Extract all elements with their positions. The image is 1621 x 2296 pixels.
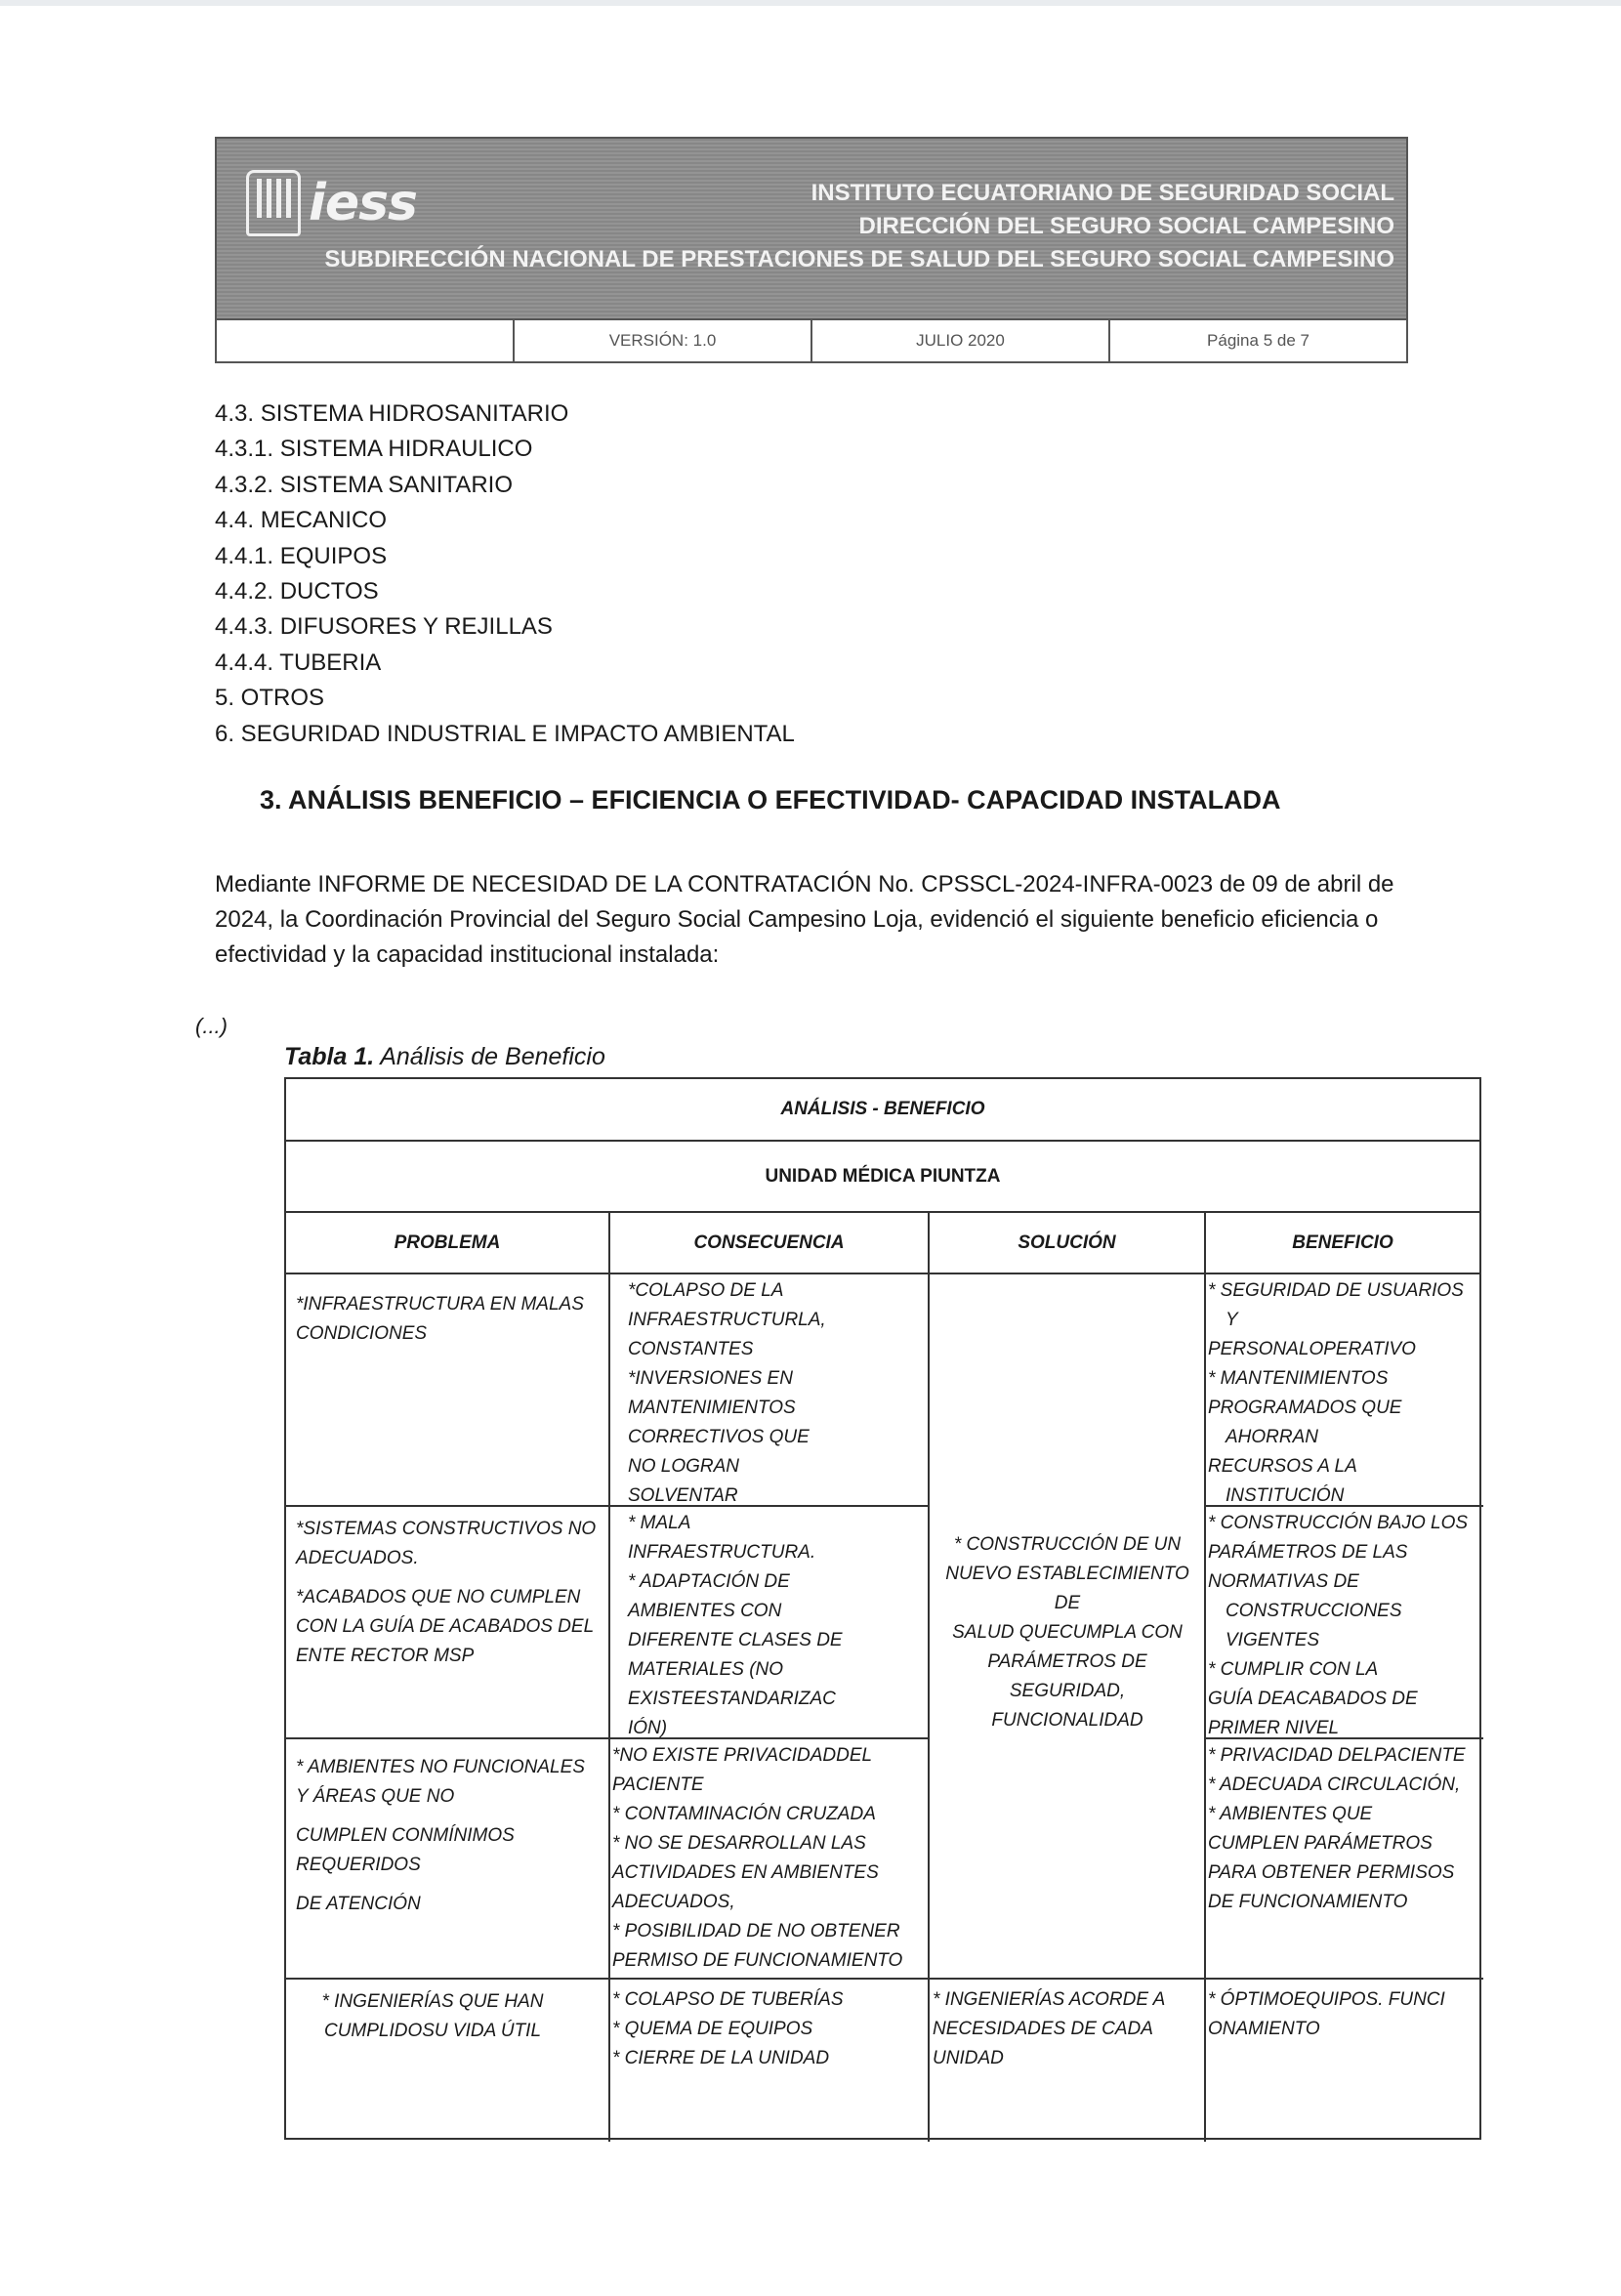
section-heading: 3. ANÁLISIS BENEFICIO – EFICIENCIA O EFECTIVIDAD- CAPACIDAD INSTALADA — [260, 785, 1281, 814]
cell-line: DIFERENTE CLASES DE — [628, 1630, 843, 1650]
outline-item: 4.4. MECANICO — [215, 507, 388, 534]
cell-line: * COLAPSO DE TUBERÍAS — [612, 1989, 844, 2010]
cell-line: *INVERSIONES EN — [628, 1368, 793, 1389]
cell-line: Y — [1226, 1310, 1238, 1330]
header-solucion: SOLUCIÓN — [930, 1213, 1206, 1273]
solucion-cell-2 — [933, 1985, 1202, 2073]
header-subdirection: SUBDIRECCIÓN NACIONAL DE PRESTACIONES DE SALUD DEL SEGURO SOCIAL CAMPESINO — [324, 246, 1394, 272]
cell-line: * AMBIENTES QUE — [1208, 1804, 1373, 1824]
caption-text: Análisis de Beneficio — [374, 1043, 605, 1070]
problema-cell-4 — [286, 1987, 579, 2046]
col-divider — [1204, 1274, 1206, 2142]
cell-line: REQUERIDOS — [296, 1855, 421, 1875]
header-consecuencia: CONSECUENCIA — [610, 1213, 930, 1273]
document-header — [215, 137, 1408, 363]
cell-line: NECESIDADES DE CADA — [933, 2019, 1153, 2039]
cell-line: INFRAESTRUCTURA. — [628, 1542, 816, 1563]
cell-line: CUMPLEN PARÁMETROS — [1208, 1833, 1433, 1854]
outline-item: 4.3. SISTEMA HIDROSANITARIO — [215, 400, 569, 427]
cell-line: * CUMPLIR CON LA — [1208, 1659, 1379, 1680]
cell-line: PARA OBTENER PERMISOS — [1208, 1862, 1455, 1883]
cell-line: PERMISO DE FUNCIONAMIENTO — [612, 1950, 903, 1971]
cell-line: * POSIBILIDAD DE NO OBTENER — [612, 1921, 900, 1941]
cell-line: * SEGURIDAD DE USUARIOS — [1208, 1280, 1464, 1301]
cell-line: * MALA — [628, 1513, 691, 1533]
outline-item: 6. SEGURIDAD INDUSTRIAL E IMPACTO AMBIENTAL — [215, 720, 795, 747]
iess-emblem-icon — [246, 170, 301, 236]
cell-line: ACTIVIDADES EN AMBIENTES — [612, 1862, 879, 1883]
cell-line: CUMPLEN CONMÍNIMOS — [296, 1825, 515, 1846]
cell-line: NUEVO ESTABLECIMIENTO — [945, 1564, 1189, 1584]
col-divider — [928, 1274, 930, 2142]
cell-line: PERSONALOPERATIVO — [1208, 1339, 1416, 1359]
cell-line: * ÓPTIMOEQUIPOS. FUNCI — [1208, 1989, 1445, 2010]
cell-line: ADECUADOS. — [296, 1548, 419, 1568]
consecuencia-cell-1 — [628, 1276, 921, 1511]
cell-line: CONDICIONES — [296, 1323, 428, 1344]
cell-line: AHORRAN — [1226, 1427, 1319, 1447]
table-header-row — [286, 1213, 1479, 1274]
solucion-cell-1 — [931, 1530, 1204, 1735]
cell-line: *INFRAESTRUCTURA EN MALAS — [296, 1294, 584, 1315]
outline-item: 4.4.1. EQUIPOS — [215, 542, 388, 569]
body-paragraph: Mediante INFORME DE NECESIDAD DE LA CONTRATACIÓN No. CPSSCL-2024-INFRA-0023 de 09 de abril de 2024, la Coordinación Provincial del Seguro Social Campesino Loja, evidenció el siguiente beneficio eficiencia o efectividad y la capacidad institucional instalada: — [215, 871, 1394, 968]
cell-line: VIGENTES — [1226, 1630, 1320, 1650]
beneficio-cell-2 — [1208, 1509, 1481, 1743]
cell-line: * CONTAMINACIÓN CRUZADA — [612, 1804, 876, 1824]
section-outline — [215, 397, 795, 752]
cell-line: MANTENIMIENTOS — [628, 1398, 796, 1418]
beneficio-cell-1 — [1208, 1276, 1481, 1511]
cell-line: PARÁMETROS DE — [987, 1651, 1147, 1672]
cell-line: SOLVENTAR — [628, 1485, 738, 1506]
cell-line: * INGENIERÍAS ACORDE A — [933, 1989, 1166, 2010]
cell-line: * MANTENIMIENTOS — [1208, 1368, 1389, 1389]
table-title: ANÁLISIS - BENEFICIO — [286, 1079, 1479, 1142]
cell-line: *NO EXISTE PRIVACIDADDEL — [612, 1745, 873, 1766]
cell-line: CON LA GUÍA DE ACABADOS DEL — [296, 1616, 595, 1637]
cell-line: * INGENIERÍAS QUE HAN — [321, 1991, 544, 2012]
cell-line: * QUEMA DE EQUIPOS — [612, 2019, 813, 2039]
cell-line: Y ÁREAS QUE NO — [296, 1786, 455, 1807]
row-divider — [286, 1978, 609, 1980]
cell-line: UNIDAD — [933, 2048, 1004, 2068]
header-beneficio: BENEFICIO — [1292, 1231, 1393, 1253]
cell-line: * AMBIENTES NO FUNCIONALES — [296, 1757, 585, 1777]
cell-line: PRIMER NIVEL — [1208, 1718, 1340, 1738]
cell-line: FUNCIONALIDAD — [991, 1710, 1143, 1731]
outline-item: 4.3.1. SISTEMA HIDRAULICO — [215, 436, 533, 463]
header-version: VERSIÓN: 1.0 — [515, 320, 812, 361]
cell-line: *SISTEMAS CONSTRUCTIVOS NO — [296, 1519, 597, 1539]
cell-line: ONAMIENTO — [1208, 2019, 1320, 2039]
ellipsis-note: (...) — [195, 1014, 228, 1038]
header-page-number: Página 5 de 7 — [1207, 331, 1309, 350]
cell-line: * CIERRE DE LA UNIDAD — [612, 2048, 830, 2068]
cell-line: * CONSTRUCCIÓN BAJO LOS — [1208, 1513, 1469, 1533]
row-divider — [1205, 1978, 1483, 1980]
cell-line: IÓN) — [628, 1718, 668, 1738]
cell-line: * CONSTRUCCIÓN DE UN — [953, 1534, 1182, 1555]
table-subtitle: UNIDAD MÉDICA PIUNTZA — [286, 1142, 1479, 1213]
beneficio-cell-3 — [1208, 1741, 1481, 1917]
page-edge — [0, 0, 1621, 6]
header-empty-cell — [217, 320, 515, 361]
cell-line: ADECUADOS, — [612, 1892, 735, 1912]
caption-label: Tabla 1. — [284, 1043, 375, 1070]
cell-line: PARÁMETROS DE LAS — [1208, 1542, 1408, 1563]
cell-line: GUÍA DEACABADOS DE — [1208, 1689, 1418, 1709]
outline-item: 4.4.3. DIFUSORES Y REJILLAS — [215, 613, 553, 641]
beneficio-cell-4 — [1208, 1985, 1481, 2044]
cell-line: INFRAESTRUCTURLA, — [628, 1310, 826, 1330]
benefit-analysis-table — [284, 1077, 1481, 2140]
cell-line: DE ATENCIÓN — [296, 1894, 421, 1914]
cell-line: DE FUNCIONAMIENTO — [1208, 1892, 1408, 1912]
cell-line: PROGRAMADOS QUE — [1208, 1398, 1402, 1418]
header-date: JULIO 2020 — [812, 320, 1110, 361]
cell-line: CONSTRUCCIONES — [1226, 1601, 1402, 1621]
header-problema: PROBLEMA — [286, 1213, 610, 1273]
header-meta-row — [217, 318, 1406, 361]
cell-line: PACIENTE — [612, 1774, 704, 1795]
cell-line: INSTITUCIÓN — [1226, 1485, 1345, 1506]
col-divider — [608, 1274, 610, 2142]
row-divider — [286, 1505, 609, 1507]
consecuencia-cell-2 — [628, 1509, 921, 1743]
outline-item: 4.4.2. DUCTOS — [215, 578, 379, 605]
iess-logo — [246, 170, 417, 236]
table-body — [286, 1274, 1479, 2142]
cell-line: AMBIENTES CON — [628, 1601, 782, 1621]
problema-cell-2 — [296, 1515, 604, 1671]
row-divider — [929, 1978, 1205, 1980]
outline-item: 4.3.2. SISTEMA SANITARIO — [215, 471, 513, 498]
outline-item: 4.4.4. TUBERIA — [215, 648, 382, 676]
cell-line: DE — [1054, 1593, 1081, 1613]
header-band — [217, 139, 1406, 318]
cell-line: * PRIVACIDAD DELPACIENTE — [1208, 1745, 1466, 1766]
cell-line: NO LOGRAN — [628, 1456, 740, 1477]
problema-cell-3 — [296, 1753, 604, 1919]
cell-line: EXISTEESTANDARIZAC — [628, 1689, 836, 1709]
cell-line: ENTE RECTOR MSP — [296, 1646, 475, 1666]
cell-line: MATERIALES (NO — [628, 1659, 784, 1680]
cell-line: * ADAPTACIÓN DE — [628, 1571, 790, 1592]
outline-item: 5. OTROS — [215, 685, 325, 712]
row-divider — [286, 1737, 609, 1739]
cell-line: CORRECTIVOS QUE — [628, 1427, 810, 1447]
cell-line: NORMATIVAS DE — [1208, 1571, 1359, 1592]
cell-line: SEGURIDAD, — [1009, 1681, 1126, 1701]
cell-line: SALUD QUECUMPLA CON — [952, 1622, 1183, 1643]
row-divider — [609, 1978, 929, 1980]
logo-wordmark: iess — [309, 174, 417, 232]
problema-cell-1 — [296, 1290, 604, 1349]
cell-line: CUMPLIDOSU VIDA ÚTIL — [323, 2021, 542, 2041]
cell-line: CONSTANTES — [628, 1339, 754, 1359]
cell-line: *ACABADOS QUE NO CUMPLEN — [296, 1587, 581, 1607]
cell-line: RECURSOS A LA — [1208, 1456, 1357, 1477]
header-direction: DIRECCIÓN DEL SEGURO SOCIAL CAMPESINO — [858, 213, 1394, 239]
consecuencia-cell-4 — [612, 1985, 927, 2073]
cell-line: * ADECUADA CIRCULACIÓN, — [1208, 1774, 1461, 1795]
table-caption — [284, 1043, 605, 1071]
cell-line: * NO SE DESARROLLAN LAS — [612, 1833, 866, 1854]
header-institution: INSTITUTO ECUATORIANO DE SEGURIDAD SOCIAL — [810, 180, 1394, 206]
consecuencia-cell-3 — [612, 1741, 927, 1976]
cell-line: *COLAPSO DE LA — [628, 1280, 784, 1301]
